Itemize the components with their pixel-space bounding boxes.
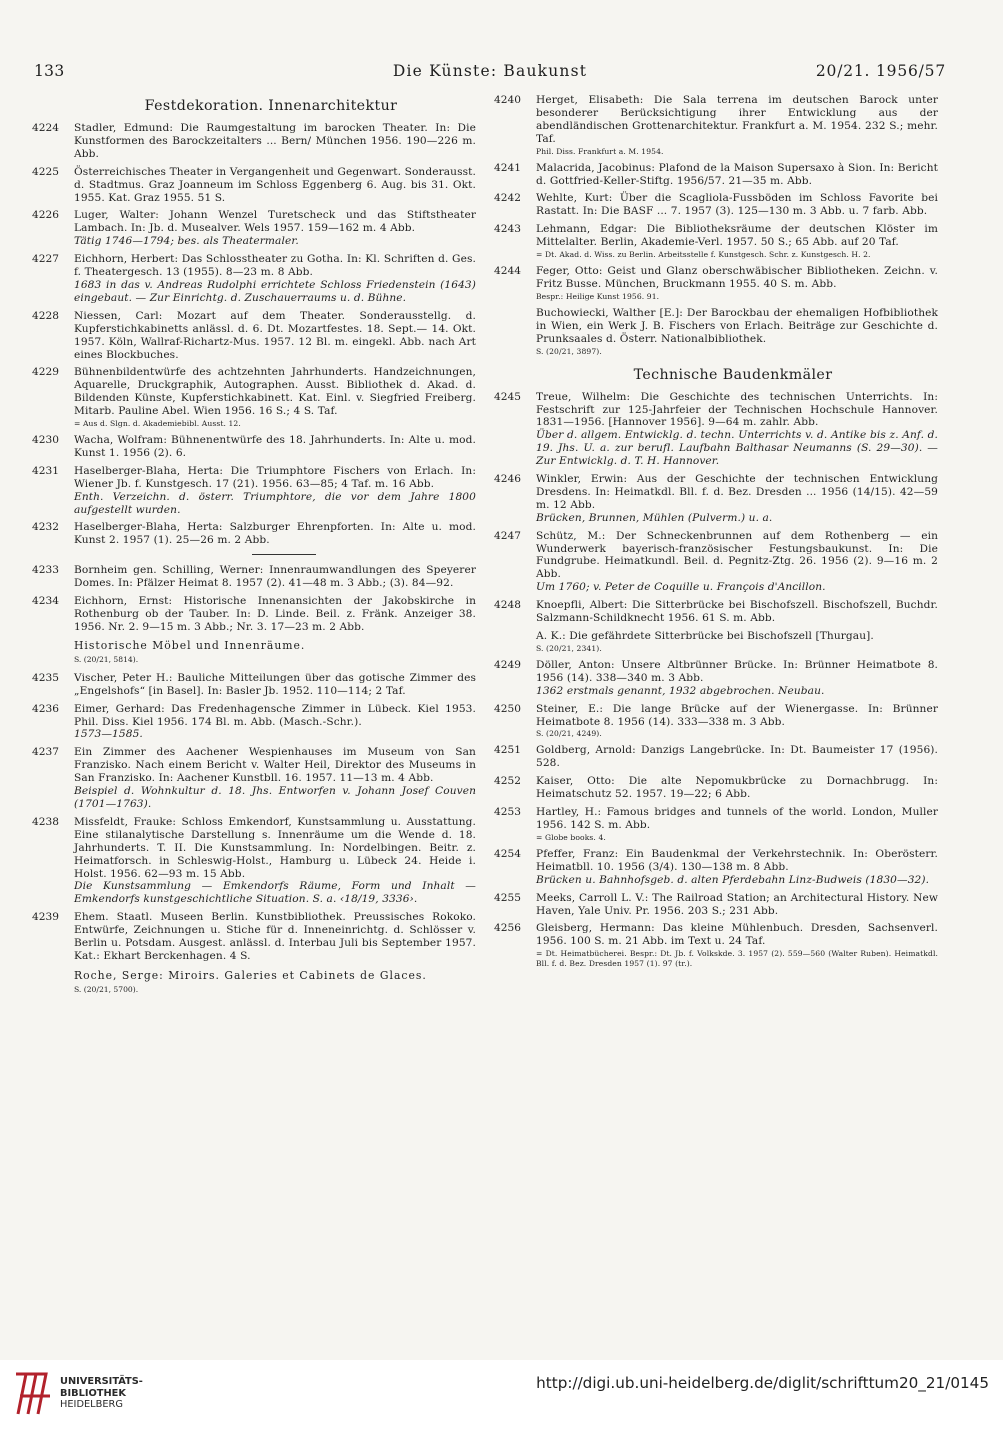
- entry-number: 4247: [494, 529, 521, 542]
- entry-series-note: S. (20/21, 3897).: [536, 346, 602, 356]
- bibliography-entry: [492, 806, 938, 843]
- section-title-festdekoration: Festdekoration. Innenarchitektur: [144, 98, 398, 114]
- bibliography-entry: [492, 94, 938, 157]
- entry-number: 4227: [32, 253, 59, 266]
- entry-number: 4228: [32, 309, 59, 322]
- section-title-technische: Technische Baudenkmäler: [633, 366, 833, 383]
- entry-text: Bornheim gen. Schilling, Werner: Innenraumwandlungen des Speyerer Domes. In: Pfälzer Heimat 8. 1957 (2). 41—48 m. 3 Abb.; (3). 84—92.: [74, 564, 476, 590]
- entry-text: Malacrida, Jacobinus: Plafond de la Maison Supersaxo à Sion. In: Bericht d. Gottfried-Keller-Stiftg. 1956/57. 21—35 m. Abb.: [536, 161, 938, 187]
- entry-text: Haselberger-Blaha, Herta: Salzburger Ehrenpforten. In: Alte u. mod. Kunst 2. 1957 (1). 25—26 m. 2 Abb.: [74, 521, 476, 547]
- entry-text: Bühnenbildentwürfe des achtzehnten Jahrhunderts. Handzeichnungen, Aquarelle, Druckgraphik, Autographen. Ausst. Bibliothek d. Akad. d. Bildenden Künste, Kupferstichkabinett. Kat. Einl. v. Siegfried Freiberg. Mitarb. Pauline Abel. Wien 1956. 16 S.; 4 S. Taf.: [74, 366, 476, 418]
- entry-number: 4245: [494, 390, 521, 403]
- entry-text: Buchowiecki, Walther [E.]: Der Barockbau der ehemaligen Hofbibliothek in Wien, ein Werk J. B. Fischers von Erlach. Beiträge zur Geschichte d. Prunksaales d. Österr. Nationalbibliothek.: [536, 306, 938, 345]
- entry-text: Eimer, Gerhard: Das Fredenhagensche Zimmer in Lübeck. Kiel 1953. Phil. Diss. Kiel 1956. 174 Bl. m. Abb. (Masch.-Schr.).: [74, 702, 476, 728]
- entry-annotation: Die Kunstsammlung — Emkendorfs Räume, Form und Inhalt — Emkendorfs kunstgeschichtliche Situation. S. a. ‹18/19, 3336›.: [74, 880, 476, 906]
- entry-number: 4226: [32, 209, 59, 222]
- separator-rule: [252, 554, 316, 555]
- entry-number: 4240: [494, 94, 521, 106]
- entry-annotation: 1362 erstmals genannt, 1932 abgebrochen. Neubau.: [536, 684, 825, 697]
- entry-series-note: = Dt. Akad. d. Wiss. zu Berlin. Arbeitsstelle f. Kunstgesch. Schr. z. Kunstgesch. H. 2.: [536, 250, 871, 260]
- entry-text: A. K.: Die gefährdete Sitterbrücke bei Bischofszell [Thurgau].: [536, 630, 874, 642]
- entry-annotation: Beispiel d. Wohnkultur d. 18. Jhs. Entworfen v. Johann Josef Couven (1701—1763).: [74, 785, 476, 810]
- entry-number: 4234: [32, 595, 59, 608]
- entry-number: 4246: [494, 473, 521, 486]
- bibliography-entry: [30, 366, 476, 429]
- bibliography-entry: [492, 744, 938, 770]
- entry-number: 4250: [494, 702, 521, 715]
- entry-number: 4249: [494, 658, 521, 671]
- entry-number: 4236: [32, 702, 59, 715]
- entry-list-right-b: [492, 391, 938, 970]
- entry-series-note: Bespr.: Heilige Kunst 1956. 91.: [536, 291, 660, 301]
- running-title: Die Künste: Baukunst: [392, 62, 588, 80]
- entry-number: 4233: [32, 564, 59, 577]
- bibliography-entry: [30, 816, 476, 906]
- entry-number: 4253: [494, 806, 521, 819]
- entry-number: 4230: [32, 434, 59, 447]
- entry-text: Winkler, Erwin: Aus der Geschichte der technischen Entwicklung Dresdens. In: Heimatkdl. Bll. f. d. Bez. Dresden ... 1956 (14/15). 42—59 m. 12 Abb.: [536, 473, 938, 511]
- entry-annotation: Brücken u. Bahnhofsgeb. d. alten Pferdebahn Linz-Budweis (1830—32).: [536, 873, 930, 886]
- entry-series-note: = Dt. Heimatbücherei. Bespr.: Dt. Jb. f. Volkskde. 3. 1957 (2). 559—560 (Walter Ruben). Heimatkdl. Bll. f. d. Bez. Dresden 1957 (1). 97 (tr.).: [536, 949, 938, 969]
- library-name-line1: UNIVERSITÄTS-: [60, 1376, 143, 1387]
- entry-text: Meeks, Carroll L. V.: The Railroad Station; an Architectural History. New Haven, Yale Univ. Pr. 1956. 203 S.; 231 Abb.: [536, 891, 938, 917]
- bibliography-entry: [492, 391, 938, 468]
- bibliography-entry: [492, 892, 938, 918]
- library-name-line3: HEIDELBERG: [60, 1399, 123, 1410]
- entry-text: Gleisberg, Hermann: Das kleine Mühlenbuch. Dresden, Sachsenverl. 1956. 100 S. m. 21 Abb. im Text u. 24 Taf.: [536, 922, 938, 948]
- entry-text: Ehem. Staatl. Museen Berlin. Kunstbibliothek. Preussisches Rokoko. Entwürfe, Zeichnungen u. Stiche für d. Inneneinrichtg. d. Schlösser v. Berlin u. Potsdam. Ausgest. anlässl. d. Interbau Juli bis September 1957. Kat.: Ekhart Berckenhagen. 4 S.: [74, 911, 476, 962]
- entry-number: 4248: [494, 599, 521, 612]
- bibliography-entry: [30, 564, 476, 590]
- entry-text: Treue, Wilhelm: Die Geschichte des technischen Unterrichts. In: Festschrift zur 125-Jahrfeier der Technischen Hochschule Hannover. 1831—1956. [Hannover 1956]. 9—64 m. zahlr. Abb.: [536, 390, 938, 429]
- bibliography-entry: [492, 630, 938, 654]
- footer-bar: [0, 1360, 1003, 1434]
- entry-annotation: 1683 in das v. Andreas Rudolphi errichtete Schloss Friedenstein (1643) eingebaut. — Zur Einrichtg. d. Zuschauerraums u. d. Bühne.: [74, 278, 476, 304]
- subheading-reference: S. (20/21, 5814).: [74, 654, 139, 664]
- entry-list-right-a: [492, 94, 938, 357]
- bibliography-entry: [30, 253, 476, 305]
- entry-text: Missfeldt, Frauke: Schloss Emkendorf, Kunstsammlung u. Ausstattung. Eine stilanalytische Darstellung s. Innenräume um die Wende d. 18. Jahrhunderts. T. II. Die Kunstsammlung. In: Nordelbingen. Beitr. z. Heimatforsch. in Schleswig-Holst., Hamburg u. Lübeck 24. Heide i. Holst. 1956. 62—93 m. 15 Abb.: [74, 815, 476, 880]
- entry-number: 4255: [494, 891, 521, 904]
- entry-series-note: S. (20/21, 2341).: [536, 643, 602, 653]
- entry-text: Knoepfli, Albert: Die Sitterbrücke bei Bischofszell. Bischofszell, Buchdr. Salzmann-Schildknecht 1956. 61 S. m. Abb.: [536, 599, 938, 625]
- entry-number: 4242: [494, 192, 521, 205]
- entry-number: 4241: [494, 161, 521, 174]
- entry-list-b: [30, 564, 476, 634]
- entry-text: Döller, Anton: Unsere Altbrünner Brücke. In: Brünner Heimatbote 8. 1956 (14). 338—340 m. 3 Abb.: [536, 658, 938, 684]
- bibliography-entry: [492, 307, 938, 357]
- entry-text: Feger, Otto: Geist und Glanz oberschwäbischer Bibliotheken. Zeichn. v. Fritz Busse. München, Bruckmann 1955. 40 S. m. Abb.: [536, 265, 938, 290]
- entry-number: 4244: [494, 265, 521, 278]
- entry-series-note: = Aus d. Slgn. d. Akademiebibl. Ausst. 12.: [74, 419, 241, 429]
- bibliography-entry: [492, 922, 938, 969]
- bibliography-entry: [492, 223, 938, 260]
- left-column: [30, 94, 476, 997]
- entry-number: 4254: [494, 847, 521, 860]
- bibliography-entry: [492, 848, 938, 887]
- bibliography-entry: [30, 746, 476, 811]
- entry-text: Schütz, M.: Der Schneckenbrunnen auf dem Rothenberg — ein Wunderwerk bayerisch-französischer Festungsbaukunst. In: Die Fundgrube. Heimatkundl. Beil. d. Pegnitz-Ztg. 26. 1956 (2). 9—16 m. 2 Abb.: [536, 529, 938, 581]
- bibliography-entry: [492, 703, 938, 740]
- entry-text: Eichhorn, Herbert: Das Schlosstheater zu Gotha. In: Kl. Schriften d. Ges. f. Theatergesch. 13 (1955). 8—23 m. 8 Abb.: [74, 253, 476, 279]
- entry-list-a: [30, 122, 476, 547]
- library-logo-icon: [12, 1370, 54, 1418]
- subheading-historische-moebel: Historische Möbel und Innenräume.: [74, 638, 306, 652]
- bibliography-entry: [492, 473, 938, 525]
- entry-number: 4251: [494, 744, 521, 757]
- entry-text: Pfeffer, Franz: Ein Baudenkmal der Verkehrstechnik. In: Oberösterr. Heimatbll. 10. 1956 (3/4). 130—138 m. 8 Abb.: [536, 847, 938, 873]
- entry-text: Hartley, H.: Famous bridges and tunnels of the world. London, Muller 1956. 142 S. m. Abb.: [536, 806, 938, 831]
- bibliography-entry: [492, 162, 938, 188]
- entry-list-c: [30, 672, 476, 963]
- bibliography-entry: [30, 465, 476, 517]
- entry-number: 4243: [494, 223, 521, 236]
- entry-number: 4224: [32, 122, 59, 134]
- entry-text: Steiner, E.: Die lange Brücke auf der Wienergasse. In: Brünner Heimatbote 8. 1956 (14). 333—338 m. 3 Abb.: [536, 702, 938, 728]
- entry-number: 4232: [32, 521, 59, 534]
- bibliography-entry: [30, 434, 476, 460]
- entry-number: 4225: [32, 165, 59, 178]
- entry-annotation: Brücken, Brunnen, Mühlen (Pulverm.) u. a.: [536, 511, 773, 524]
- entry-text: Ein Zimmer des Aachener Wespienhauses im Museum von San Franzisko. Nach einem Bericht v. Walter Heil, Direktor des Museums in San Franzisko. In: Aachener Kunstbll. 16. 1957. 11—13 m. 4 Abb.: [74, 746, 476, 785]
- entry-annotation: Um 1760; v. Peter de Coquille u. François d'Ancillon.: [536, 581, 826, 594]
- bibliography-entry: [492, 775, 938, 801]
- entry-annotation: Über d. allgem. Entwicklg. d. techn. Unterrichts v. d. Antike bis z. Anf. d. 19. Jhs. U. a. zur berufl. Laufbahn Balthasar Neumanns (S. 29—30). — Zur Entwicklg. d. T. H. Hannover.: [536, 429, 938, 468]
- entry-text: Luger, Walter: Johann Wenzel Turetscheck und das Stiftstheater Lambach. In: Jb. d. Musealver. Wels 1957. 159—162 m. 4 Abb.: [74, 209, 476, 235]
- bibliography-entry: [492, 530, 938, 595]
- entry-text: Wacha, Wolfram: Bühnenentwürfe des 18. Jahrhunderts. In: Alte u. mod. Kunst 1. 1956 (2). 6.: [74, 434, 476, 459]
- page-number: 133: [34, 62, 65, 80]
- bibliography-entry: [492, 192, 938, 218]
- entry-text: Haselberger-Blaha, Herta: Die Triumphtore Fischers von Erlach. In: Wiener Jb. f. Kunstgesch. 17 (21). 1956. 63—85; 4 Taf. m. 16 Abb.: [74, 464, 476, 490]
- entry-number: 4237: [32, 746, 59, 759]
- entry-text: Niessen, Carl: Mozart auf dem Theater. Sonderausstellg. d. Kupferstichkabinetts anlässl. d. 6. Dt. Mozartfestes. 18. Sept.— 14. Okt. 1957. Köln, Wallraf-Richartz-Mus. 1957. 12 Bl. m. eingekl. Abb. nach Art eines Blockbuches.: [74, 309, 476, 361]
- bibliography-entry: [30, 122, 476, 161]
- bibliography-entry: [30, 703, 476, 742]
- entry-number: 4235: [32, 671, 59, 684]
- bibliography-entry: [30, 209, 476, 248]
- entry-number: 4256: [494, 922, 521, 935]
- entry-number: 4238: [32, 815, 59, 828]
- running-header: [34, 62, 946, 84]
- entry-text: Eichhorn, Ernst: Historische Innenansichten der Jakobskirche in Rothenburg ob der Tauber. In: D. Linde. Beil. z. Fränk. Anzeiger 38. 1956. Nr. 2. 9—15 m. 3 Abb.; Nr. 3. 17—23 m. 2 Abb.: [74, 595, 476, 633]
- entry-text: Österreichisches Theater in Vergangenheit und Gegenwart. Sonderausst. d. Stadtmus. Graz Joanneum im Schloss Eggenberg 6. Aug. bis 31. Okt. 1955. Kat. Graz 1955. 51 S.: [74, 165, 476, 204]
- entry-series-note: Phil. Diss. Frankfurt a. M. 1954.: [536, 146, 664, 156]
- bibliography-entry: [30, 672, 476, 698]
- entry-text: Vischer, Peter H.: Bauliche Mitteilungen über das gotische Zimmer des „Engelshofs“ [in Basel]. In: Basler Jb. 1952. 110—114; 2 Taf.: [74, 671, 476, 697]
- entry-annotation: Tätig 1746—1794; bes. als Theatermaler.: [74, 235, 299, 248]
- entry-number: 4229: [32, 366, 59, 379]
- entry-text: Kaiser, Otto: Die alte Nepomukbrücke zu Dornachbrugg. In: Heimatschutz 52. 1957. 19—22; 6 Abb.: [536, 775, 938, 801]
- entry-text: Lehmann, Edgar: Die Bibliotheksräume der deutschen Klöster im Mittelalter. Berlin, Akademie-Verl. 1957. 50 S.; 65 Abb. auf 20 Taf.: [536, 223, 938, 249]
- library-name: [60, 1376, 143, 1411]
- volume-reference: 20/21. 1956/57: [815, 62, 946, 80]
- bibliography-entry: [492, 265, 938, 302]
- bibliography-entry: [30, 310, 476, 362]
- library-name-line2: BIBLIOTHEK: [60, 1387, 126, 1399]
- entry-number: 4231: [32, 464, 59, 477]
- bibliography-entry: [30, 166, 476, 205]
- trailer-reference: S. (20/21, 5700).: [74, 984, 139, 994]
- entry-number: 4239: [32, 911, 59, 924]
- entry-number: 4252: [494, 775, 521, 788]
- entry-series-note: = Globe books. 4.: [536, 832, 606, 842]
- entry-annotation: 1573—1585.: [74, 728, 143, 741]
- entry-text: Wehlte, Kurt: Über die Scagliola-Fussböden im Schloss Favorite bei Rastatt. In: Die BASF ... 7. 1957 (3). 125—130 m. 3 Abb. u. 7 farb. Abb.: [536, 192, 938, 218]
- source-url-link[interactable]: http://digi.ub.uni-heidelberg.de/diglit/schrifttum20_21/0145: [536, 1374, 989, 1392]
- entry-text: Stadler, Edmund: Die Raumgestaltung im barocken Theater. In: Die Kunstformen des Barockzeitalters ... Bern/ München 1956. 190—226 m. Abb.: [74, 122, 476, 160]
- entry-text: Herget, Elisabeth: Die Sala terrena im deutschen Barock unter besonderer Berücksichtigung ihrer Entwicklung aus der abendländischen Grottenarchitektur. Frankfurt a. M. 1954. 232 S.; mehr. Taf.: [536, 94, 938, 145]
- entry-text: Goldberg, Arnold: Danzigs Langebrücke. In: Dt. Baumeister 17 (1956). 528.: [536, 744, 938, 770]
- bibliography-entry: [492, 659, 938, 698]
- bibliography-entry: [30, 595, 476, 634]
- right-column: [492, 94, 938, 974]
- bibliography-entry: [492, 599, 938, 625]
- entry-annotation: Enth. Verzeichn. d. österr. Triumphtore, die vor dem Jahre 1800 aufgestellt wurden.: [74, 490, 476, 516]
- bibliography-entry: [30, 911, 476, 963]
- bibliography-entry: [30, 521, 476, 547]
- trailer-entry: Roche, Serge: Miroirs. Galeries et Cabinets de Glaces.: [74, 968, 427, 982]
- entry-series-note: S. (20/21, 4249).: [536, 729, 602, 739]
